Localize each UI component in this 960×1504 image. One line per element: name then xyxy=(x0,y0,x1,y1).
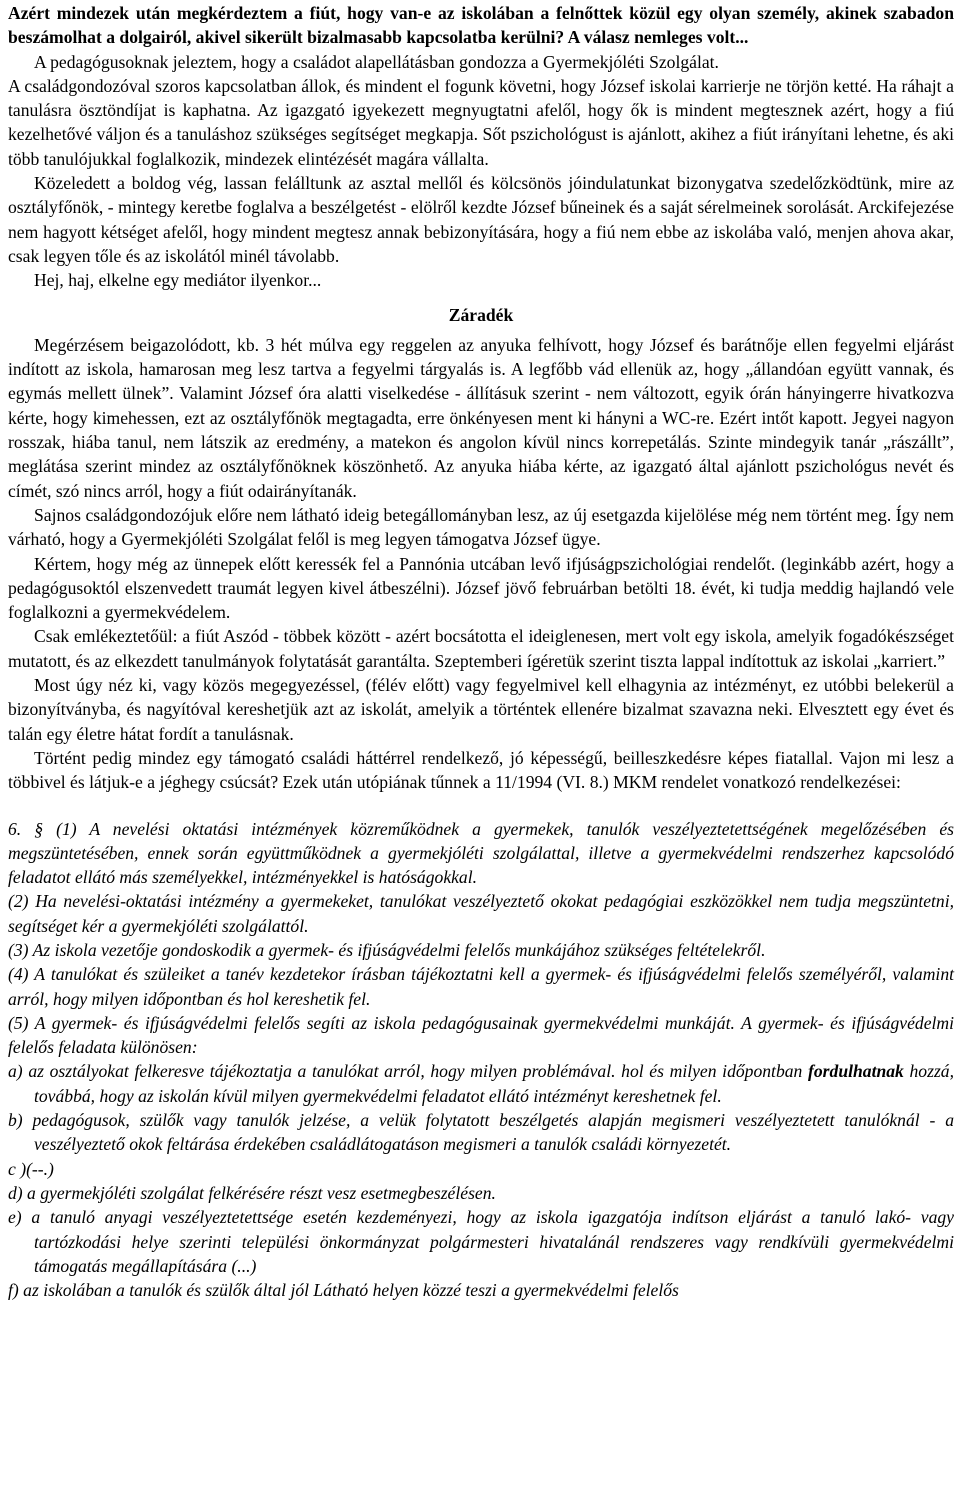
intro-paragraph: Azért mindezek után megkérdeztem a fiút, hogy van-e az iskolában a felnőttek közül egy olyan személy, akinek szabadon beszámolhat a dolgairól, akivel sikerült bizalmasabb kapcsolatba kerülni? A válasz nemleges volt... xyxy=(8,3,954,48)
body-paragraph: Kértem, hogy még az ünnepek előtt keressék fel a Pannónia utcában levő ifjúságpszichológiai rendelőt. (leginkább azért, hogy a pedagógusoktól elszenvedett traumát legyen kivel átbeszélni). József jövő februárban betölti 18. évét, ki tudja meddig hajlandó vele foglalkozni a gyermekvédelem. xyxy=(8,553,954,623)
body-paragraph: Csak emlékeztetőül: a fiút Aszód - többek között - azért bocsátotta el ideiglenesen, mert volt egy iskola, amelyik fogadókészséget mutatott, és az elkezdett tanulmányok folytatását garantálta. Szeptemberi ígéretük szerint tiszta lappal indítottuk az iskolai „karriert.” xyxy=(8,626,954,671)
body-paragraph: Megérzésem beigazolódott, kb. 3 hét múlva egy reggelen az anyuka felhívott, hogy József és barátnője ellen fegyelmi eljárást indított az iskola, hamarosan meg lesz tartva a fegyelmi tárgyalás is. A legfőbb vád ellenük az, hogy „állandóan együtt vannak, és egymás mellett ülnek”. Valamint József óra alatti viselkedése - állításuk szerint - nem változott, egyik órán hányingerre hivatkozva kérte, hogy kimehessen, ezt az osztályfőnök megtagadta, erre önkényesen ment ki hányni a WC-re. Ezért intőt kapott. Jegyei nagyon rosszak, hiába tanul, nem látszik az eredmény, a matekon és angolon kívül nincs korrepetálás. Szinte mindegyik tanár „rászállt”, meglátása szerint mindez az osztályfőnöknek köszönhető. Az anyuka hiába kérte, az igazgató által ajánlott pszichológus nevét és címét, szó nincs arról, hogy a fiút odairányítanák. xyxy=(8,334,954,501)
body-paragraph: A családgondozóval szoros kapcsolatban állok, és mindent el fogunk követni, hogy József iskolai karrierje ne törjön ketté. Ha ráhajt a tanulásra ösztöndíjat is kaphatna. Az igazgató igyekezett megnyugtatni afelől, hogy ők is mindent megtesznek azért, hogy a fiú kezelhetővé váljon és a tanuláshoz szükséges segítséget megkapja. Sőt pszichológust is ajánlott, akihez a fiút irányítani lehetne, és aki több tanulójukkal foglalkozik, mindezek elintézését magára vállalta. xyxy=(8,75,954,169)
regulation-paragraph: (5) A gyermek- és ifjúságvédelmi felelős segíti az iskola pedagógusainak gyermekvédelmi munkáját. A gyermek- és ifjúságvédelmi felelős feladata különösen: xyxy=(8,1012,954,1058)
item-a-bold-word: fordulhatnak xyxy=(808,1061,904,1082)
body-paragraph: Közeledett a boldog vég, lassan felálltunk az asztal mellől és kölcsönös jóindulatunkat bizonygatva szedelőzködtünk, mire az osztályfőnök, - mintegy keretbe foglalva a beszélgetést - elölről kezdte József bűneinek és a saját sérelmeinek sorolását. Arckifejezése nem hagyott kétséget afelől, hogy mindent megtesz annak bebizonyítására, hogy a fiú nem ebbe az iskolába való, menjen ahova akar, csak legyen tőle és az iskolától minél távolabb. xyxy=(8,173,954,266)
regulation-item-b: b) pedagógusok, szülők vagy tanulók jelzése, a velük folytatott beszélgetés alapján megismeri veszélyeztetett tanulóknál - a veszélyeztető okok feltárása érdekében családlátogatáson megismeri a tanulók családi környezetét. xyxy=(8,1110,954,1155)
item-a-text-start: a) az osztályokat felkeresve tájékoztatja a tanulókat arról, hogy milyen problémával. hol és milyen időpontban xyxy=(8,1061,809,1082)
regulation-item-e: e) a tanuló anyagi veszélyeztetettsége esetén kezdeményezi, hogy az iskola igazgatója indítson eljárást a tanuló lakó- vagy tartózkodási helye szerinti települési önkormányzat polgármesteri hivatalánál rendszeres vagy rendkívüli gyermekvédelmi támogatás megállapítására (...) xyxy=(8,1207,954,1276)
body-paragraph: Most úgy néz ki, vagy közös megegyezéssel, (félév előtt) vagy fegyelmivel kell elhagynia az intézményt, ez utóbbi belekerül a bizonyítványba, és nagyítóval kereshetjük azt az iskolát, amelyik a történtek ellenére bizalmat szavazna neki. Elvesztett egy évet és talán egy életre hátat fordít a tanulásnak. xyxy=(8,675,954,744)
body-paragraph: A pedagógusoknak jeleztem, hogy a családot alapellátásban gondozza a Gyermekjóléti Szolgálat. xyxy=(34,51,719,72)
regulation-paragraph: (3) Az iskola vezetője gondoskodik a gyermek- és ifjúságvédelmi felelős munkájához szükséges feltételekről. xyxy=(8,939,766,960)
body-paragraph: Történt pedig mindez egy támogató családi háttérrel rendelkező, jó képességű, beilleszkedésre képes fiatallal. Vajon mi lesz a többivel és látjuk-e a jéghegy csúcsát? Ezek után utópiának tűnnek a 11/1994 (VI. 8.) MKM rendelet vonatkozó rendelkezései: xyxy=(8,747,954,793)
regulation-item-c: c )(--.) xyxy=(8,1158,54,1179)
spacer xyxy=(8,795,954,817)
regulation-paragraph: (2) Ha nevelési-oktatási intézmény a gyermekeket, tanulókat veszélyeztető okokat pedagógiai eszközökkel nem tudja megszüntetni, segítséget kér a gyermekjóléti szolgálattól. xyxy=(8,891,954,936)
regulation-excerpt xyxy=(8,817,954,1303)
regulation-item-f: f) az iskolában a tanulók és szülők által jól Láthatό helyen közzé teszi a gyermekvédelmi felelős xyxy=(8,1280,679,1301)
regulation-paragraph: (4) A tanulókat és szüleiket a tanév kezdetekor írásban tájékoztatni kell a gyermek- és ifjúságvédelmi felelős személyéről, valamint arról, hogy milyen időpontban és hol kereshetik fel. xyxy=(8,964,954,1009)
body-paragraph: Hej, haj, elkelne egy mediátor ilyenkor... xyxy=(34,270,322,291)
regulation-item-d: d) a gyermekjóléti szolgálat felkérésére részt vesz esetmegbeszélésen. xyxy=(8,1182,496,1203)
section-heading: Záradék xyxy=(448,304,514,325)
body-paragraph: Sajnos családgondozójuk előre nem látható ideig betegállományban lesz, az új esetgazda kijelölése még nem történt meg. Így nem várható, hogy a Gyermekjóléti Szolgálat felől is meg legyen támogatva József ügye. xyxy=(8,504,954,550)
item-a-text-end: hozzá, továbbá, hogy az iskolán kívül milyen gyermekvédelmi feladatot ellátó intézményt kereshetnek fel. xyxy=(34,1061,954,1106)
regulation-paragraph: 6. § (1) A nevelési oktatási intézmények közreműködnek a gyermekek, tanulók veszélyeztetettségének megelőzésében és megszüntetésében, ennek során együttműködnek a gyermekjóléti szolgálattal, illetve a gyermekvédelmi rendszerhez kapcsolódó feladatot ellátó más személyekkel, intézményekkel is hatóságokkal. xyxy=(8,818,954,888)
regulation-item-a xyxy=(8,1059,954,1108)
